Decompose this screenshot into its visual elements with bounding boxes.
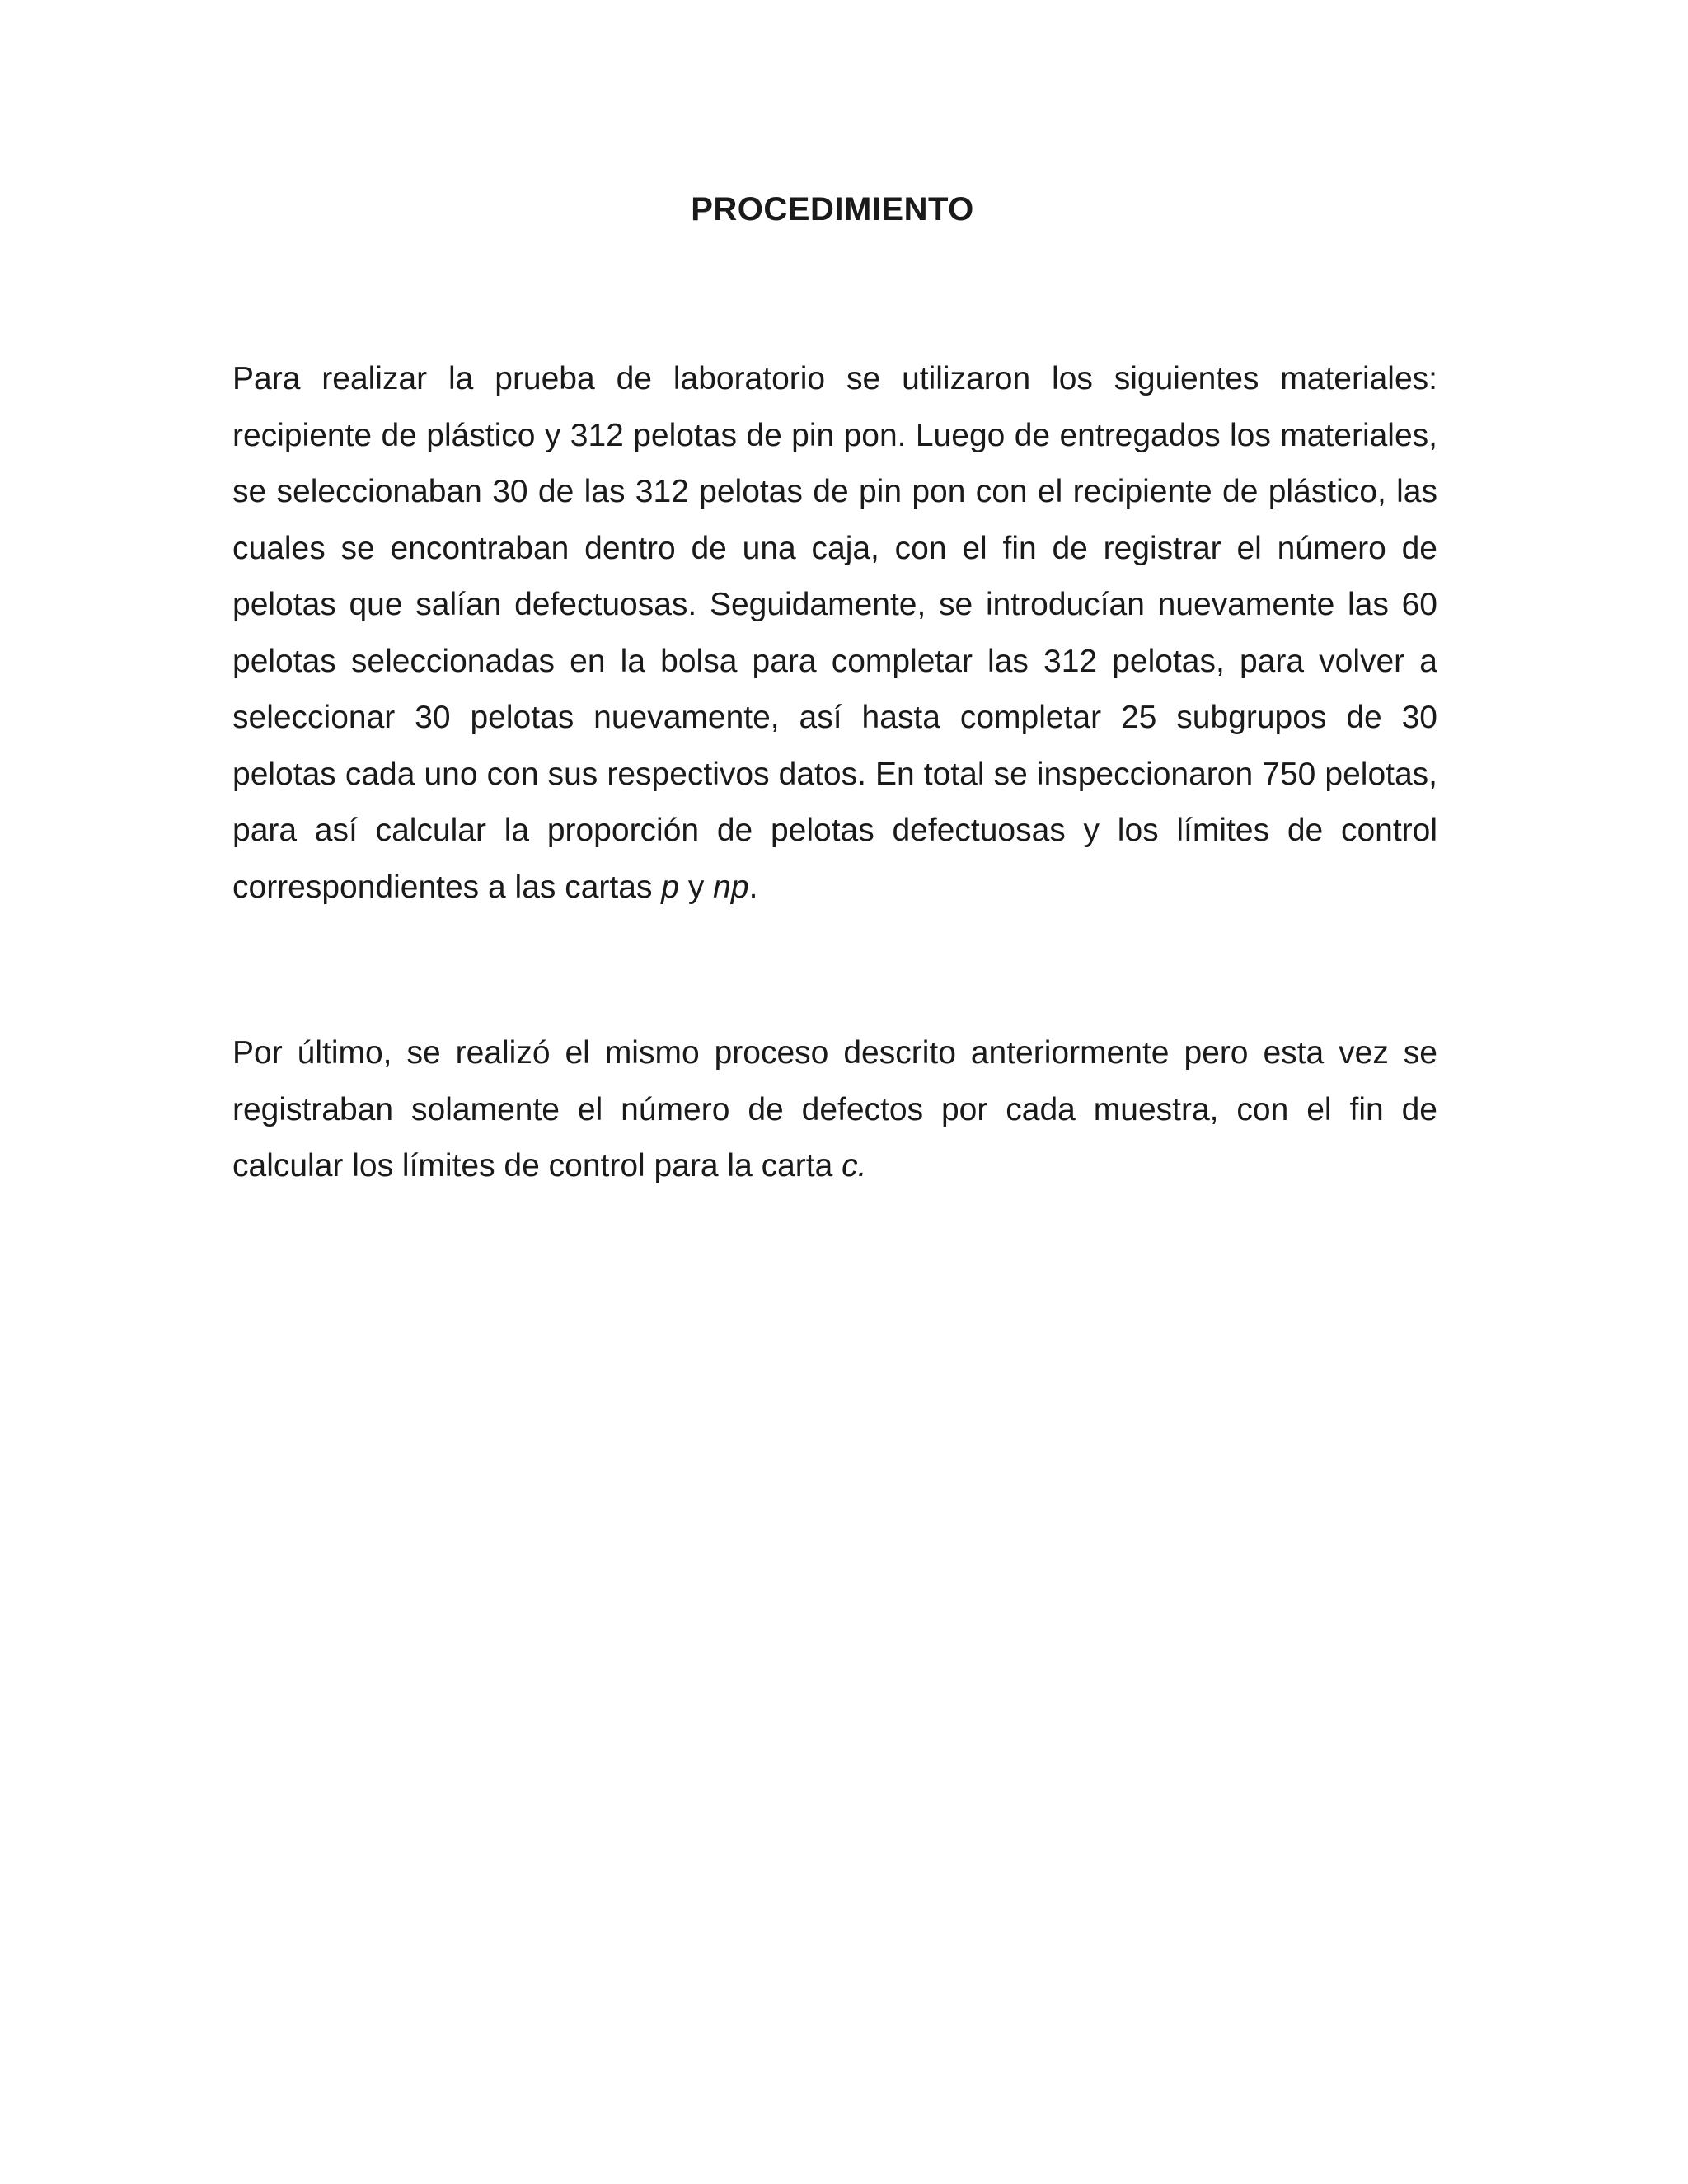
- paragraph-final: [232, 1025, 1437, 1195]
- section-title: PROCEDIMIENTO: [691, 191, 974, 227]
- paragraph-materials-end: .: [748, 869, 758, 905]
- paragraph-materials: [232, 351, 1437, 916]
- italic-c: c.: [842, 1148, 867, 1183]
- connector-y: y: [687, 869, 705, 905]
- italic-np: np: [713, 869, 749, 905]
- paragraph-final-text: Por último, se realizó el mismo proceso descrito anteriormente pero esta vez se registraban solamente el número de defectos por cada muestra, con el fin de calcular los límites de control para la carta: [232, 1035, 1437, 1183]
- italic-p: p: [661, 869, 679, 905]
- paragraph-materials-text: Para realizar la prueba de laboratorio se utilizaron los siguientes materiales: recipiente de plástico y 312 pelotas de pin pon. Luego de entregados los materiales, se seleccionaban 30 de las 312 pelotas de pin pon con el recipiente de plástico, las cuales se encontraban dentro de una caja, con el fin de registrar el número de pelotas que salían defectuosas. Seguidamente, se introducían nuevamente las 60 pelotas seleccionadas en la bolsa para completar las 312 pelotas, para volver a seleccionar 30 pelotas nuevamente, así hasta completar 25 subgrupos de 30 pelotas cada uno con sus respectivos datos. En total se inspeccionaron 750 pelotas, para así calcular la proporción de pelotas defectuosas y los límites de control correspondientes a las cartas: [232, 361, 1437, 905]
